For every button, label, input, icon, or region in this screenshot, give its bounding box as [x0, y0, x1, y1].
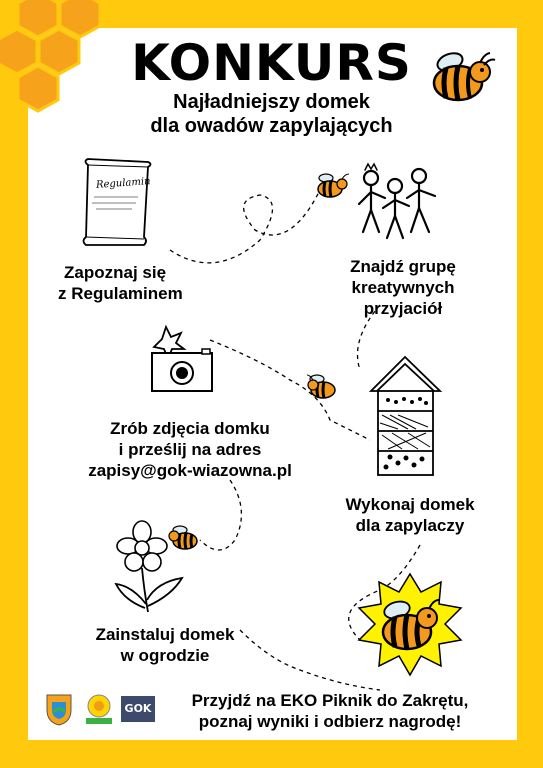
regulamin-heading: Regulamin — [95, 176, 151, 191]
bee-icon — [305, 373, 341, 401]
gok-logo: GOK — [121, 696, 155, 722]
step-build-house: Wykonaj domek dla zapylaczy — [345, 495, 475, 535]
step-install-house: Zainstaluj domek w ogrodzie — [95, 625, 235, 665]
bee-icon — [316, 172, 352, 200]
poster-title: KONKURS — [131, 34, 412, 92]
friends-group-icon — [355, 160, 440, 240]
step-send-photos: Zrób zdjęcia domku i prześlij na adres zapisy@gok-wiazowna.pl — [60, 418, 320, 481]
ekopiknik-logo — [82, 692, 116, 726]
step-find-group: Znajdź grupę kreatywnych przyjaciół — [350, 257, 456, 318]
municipality-logo — [44, 692, 74, 726]
email-address: zapisy@gok-wiazowna.pl — [88, 461, 292, 480]
sun-star-icon — [355, 572, 465, 677]
camera-icon — [146, 325, 218, 395]
poster-subtitle: Najładniejszy domek dla owadów zapylających — [150, 91, 393, 137]
bee-icon — [168, 524, 204, 552]
insect-house-icon — [368, 355, 443, 480]
step-read-rules: Zapoznaj się z Regulaminem — [58, 263, 183, 303]
step-eko-piknik: Przyjdź na EKO Piknik do Zakrętu, poznaj wyniki i odbierz nagrodę! — [191, 691, 469, 731]
regulamin-scroll-icon — [78, 157, 158, 252]
